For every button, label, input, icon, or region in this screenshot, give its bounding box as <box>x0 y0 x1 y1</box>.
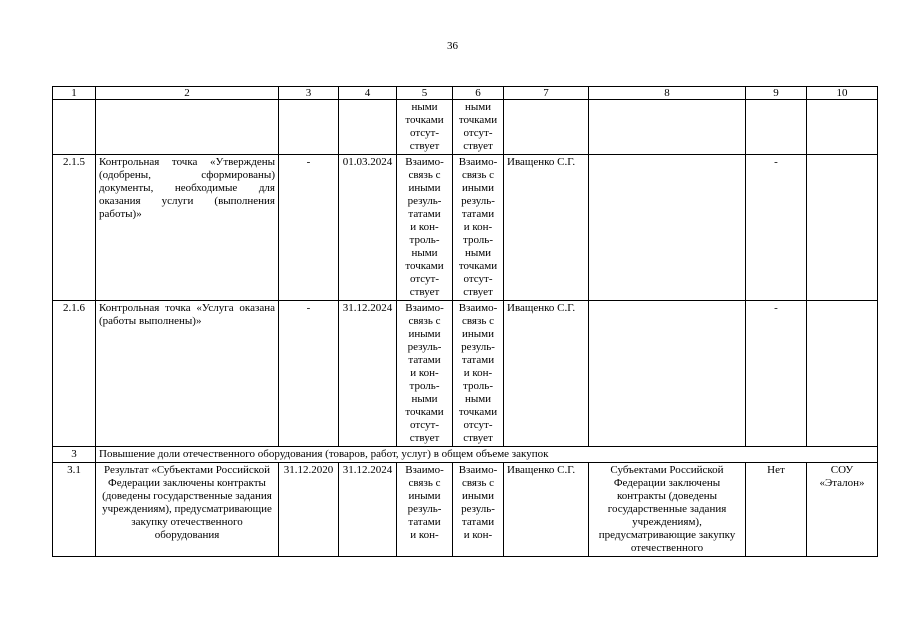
table-cell <box>589 155 746 301</box>
row-number: 2.1.6 <box>53 301 96 447</box>
predecessor-cell: Взаимо- связь с иными резуль- татами и кон- троль- ными точками отсут- ствует <box>397 155 453 301</box>
row-number: 3 <box>53 447 96 463</box>
table-cell: Нет <box>746 463 807 557</box>
predecessor-cell: Взаимо- связь с иными резуль- татами и кон- троль- ными точками отсут- ствует <box>397 301 453 447</box>
plan-table <box>52 86 878 557</box>
table-cell <box>589 100 746 155</box>
section-row <box>53 447 878 463</box>
table-cell <box>807 301 878 447</box>
table-cell <box>96 100 279 155</box>
table-row <box>53 155 878 301</box>
table-cell: - <box>746 155 807 301</box>
header-cell: 7 <box>504 87 589 100</box>
row-number: 3.1 <box>53 463 96 557</box>
responsible: Иващенко С.Г. <box>504 463 589 557</box>
header-cell: 1 <box>53 87 96 100</box>
end-date: 31.12.2024 <box>339 463 397 557</box>
table-row <box>53 301 878 447</box>
header-cell: 9 <box>746 87 807 100</box>
row-name: Контрольная точка «Утверждены (одобрены, сформированы) документы, необходимые для оказания услуги (выполнения работы)» <box>96 155 279 301</box>
table-cell <box>279 100 339 155</box>
table-cell: ными точками отсут- ствует <box>397 100 453 155</box>
table-cell: - <box>746 301 807 447</box>
row-name: Контрольная точка «Услуга оказана (работы выполнены)» <box>96 301 279 447</box>
row-name: Результат «Субъектами Российской Федерации заключены контракты (доведены государственные задания учреждениям), предусматривающие закупку отечественного оборудования <box>96 463 279 557</box>
table-cell <box>746 100 807 155</box>
header-cell: 4 <box>339 87 397 100</box>
table-cell <box>504 100 589 155</box>
header-cell: 6 <box>453 87 504 100</box>
table-cell: ными точками отсут- ствует <box>453 100 504 155</box>
table-cell <box>53 100 96 155</box>
responsible: Иващенко С.Г. <box>504 301 589 447</box>
table-cell <box>807 155 878 301</box>
end-date: 31.12.2024 <box>339 301 397 447</box>
start-date: - <box>279 301 339 447</box>
section-title: Повышение доли отечественного оборудования (товаров, работ, услуг) в общем объеме закупок <box>96 447 878 463</box>
table-cell <box>589 301 746 447</box>
header-cell: 8 <box>589 87 746 100</box>
responsible: Иващенко С.Г. <box>504 155 589 301</box>
header-cell: 10 <box>807 87 878 100</box>
start-date: - <box>279 155 339 301</box>
header-cell: 3 <box>279 87 339 100</box>
predecessor-cell: Взаимо- связь с иными резуль- татами и кон- <box>397 463 453 557</box>
table-row <box>53 100 878 155</box>
row-number: 2.1.5 <box>53 155 96 301</box>
header-row <box>53 87 878 100</box>
table-row <box>53 463 878 557</box>
successor-cell: Взаимо- связь с иными резуль- татами и кон- троль- ными точками отсут- ствует <box>453 155 504 301</box>
start-date: 31.12.2020 <box>279 463 339 557</box>
table-cell <box>807 100 878 155</box>
result-description: Субъектами Российской Федерации заключены контракты (доведены государственные задания учреждениям), предусматривающие закупку отечественного <box>589 463 746 557</box>
successor-cell: Взаимо- связь с иными резуль- татами и кон- <box>453 463 504 557</box>
successor-cell: Взаимо- связь с иными резуль- татами и кон- троль- ными точками отсут- ствует <box>453 301 504 447</box>
page-number: 36 <box>447 40 458 52</box>
header-cell: 2 <box>96 87 279 100</box>
table-cell: СОУ «Эталон» <box>807 463 878 557</box>
header-cell: 5 <box>397 87 453 100</box>
end-date: 01.03.2024 <box>339 155 397 301</box>
table-cell <box>339 100 397 155</box>
